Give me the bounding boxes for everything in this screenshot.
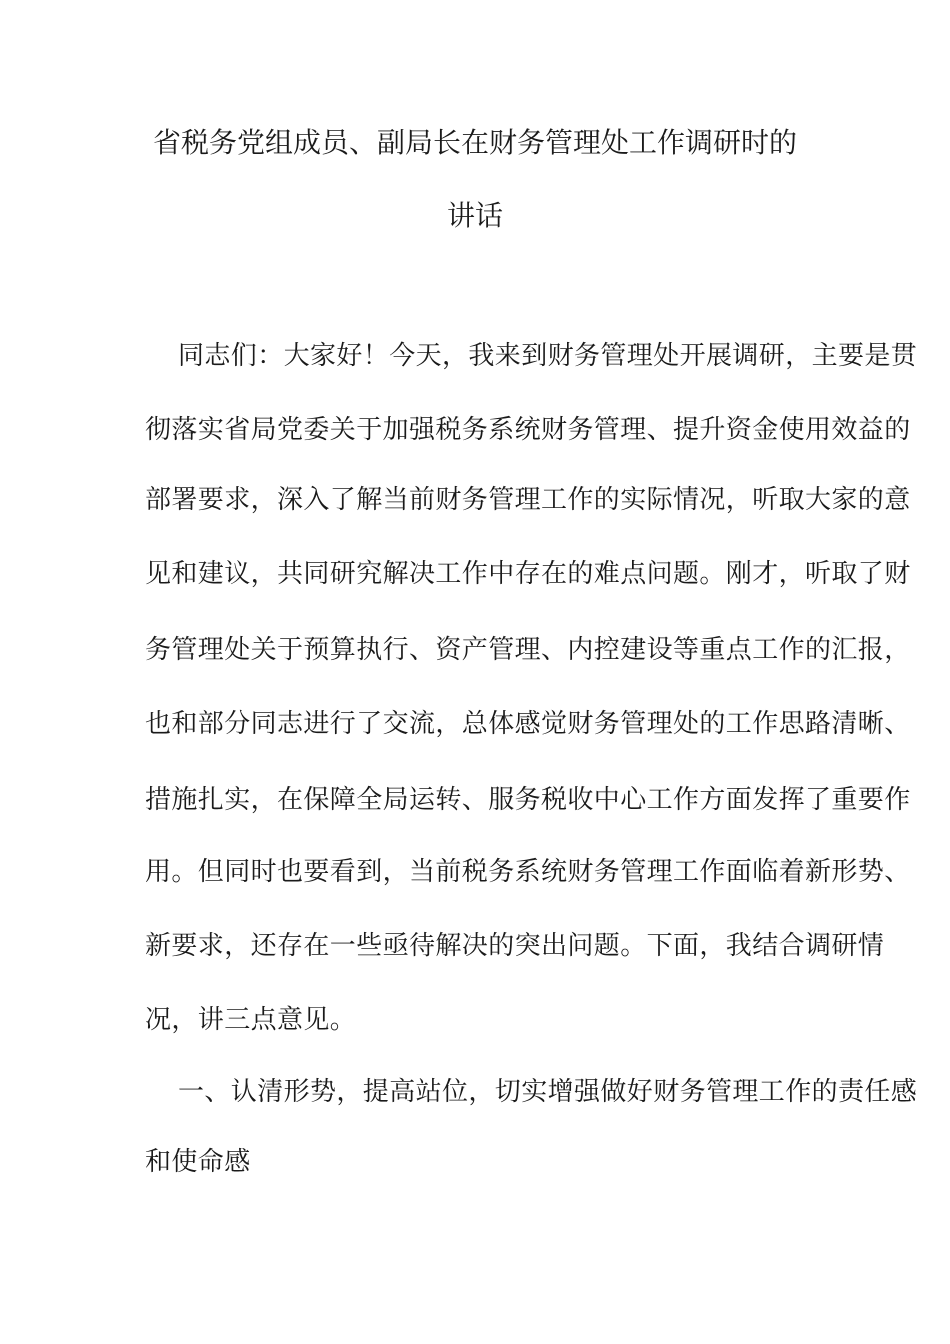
body-line: 务管理处关于预算执行、资产管理、内控建设等重点工作的汇报， [145, 635, 911, 665]
document-title-line-2: 讲话 [446, 199, 503, 232]
body-line: 也和部分同志进行了交流，总体感觉财务管理处的工作思路清晰、 [145, 709, 911, 739]
body-line: 措施扎实，在保障全局运转、服务税收中心工作方面发挥了重要作 [145, 785, 911, 815]
body-line: 见和建议，共同研究解决工作中存在的难点问题。刚才，听取了财 [145, 559, 911, 589]
document-title-line-1: 省税务党组成员、副局长在财务管理处工作调研时的 [152, 126, 797, 159]
body-line: 部署要求，深入了解当前财务管理工作的实际情况，听取大家的意 [145, 485, 911, 515]
body-line: 彻落实省局党委关于加强税务系统财务管理、提升资金使用效益的 [145, 415, 911, 445]
body-line: 况，讲三点意见。 [145, 1005, 357, 1035]
body-line: 新要求，还存在一些亟待解决的突出问题。下面，我结合调研情 [145, 931, 885, 961]
section-heading-line-2: 和使命感 [145, 1147, 251, 1177]
section-heading-line-1: 一、认清形势，提高站位，切实增强做好财务管理工作的责任感 [178, 1077, 918, 1107]
body-line: 同志们：大家好！今天，我来到财务管理处开展调研，主要是贯 [178, 341, 918, 371]
body-line: 用。但同时也要看到，当前税务系统财务管理工作面临着新形势、 [145, 857, 911, 887]
